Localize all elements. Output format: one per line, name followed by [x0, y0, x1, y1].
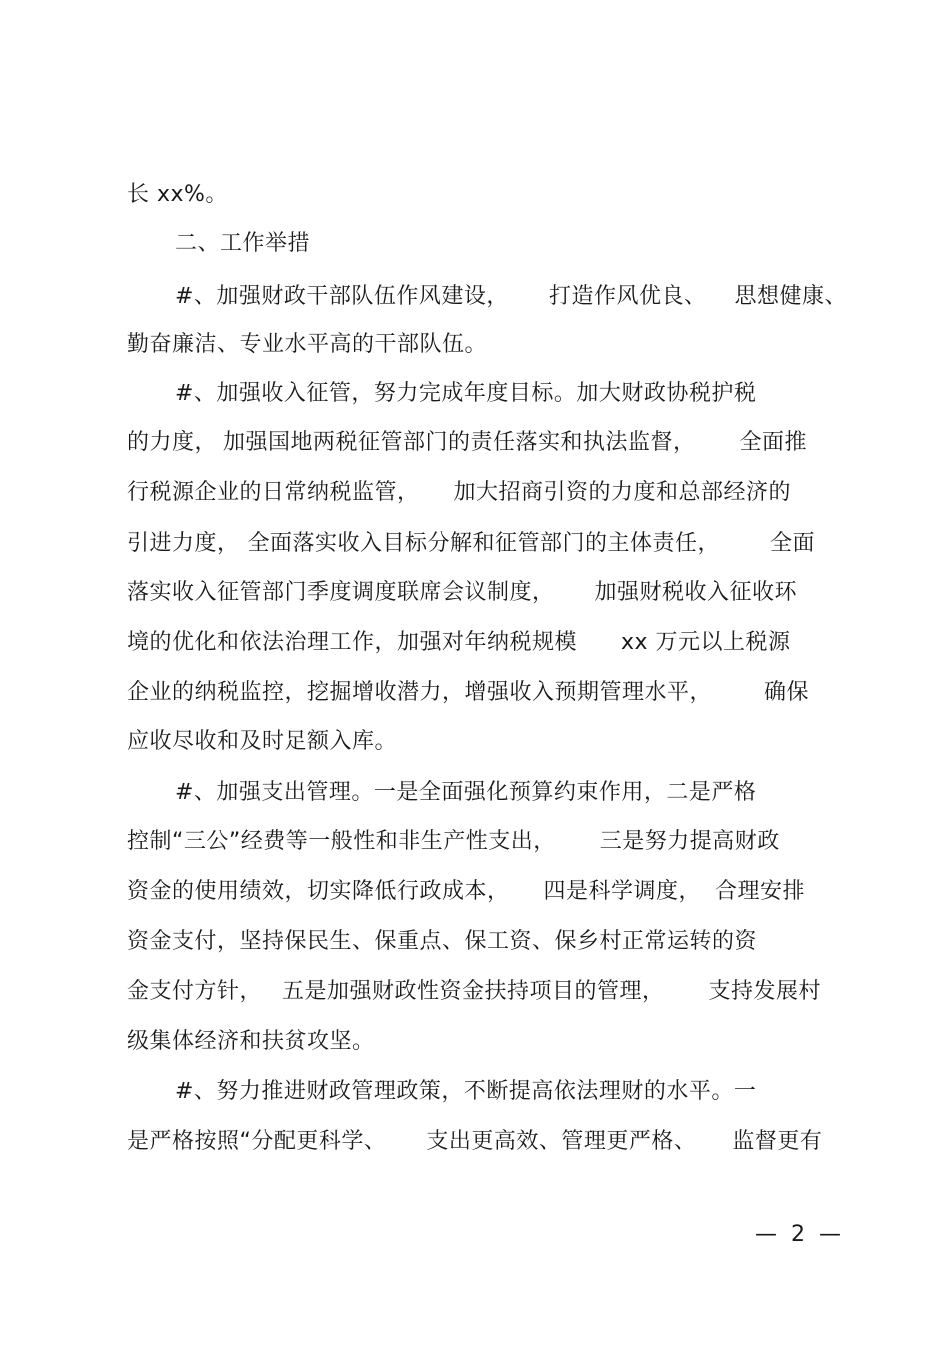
- section-heading: 二、工作举措: [175, 231, 311, 256]
- text-line: #、加强收入征管，努力完成年度目标。加大财政协税护税: [175, 381, 757, 406]
- text-line: #、加强财政干部队伍作风建设， 打造作风优良、 思想健康、: [175, 284, 847, 309]
- text-line: #、加强支出管理。一是全面强化预算约束作用，二是严格: [175, 780, 757, 805]
- text-line: 是严格按照“分配更科学、 支出更高效、管理更严格、 监督更有: [127, 1129, 823, 1154]
- text-line: 控制“三公”经费等一般性和非生产性支出， 三是努力提高财政: [127, 829, 780, 854]
- text-line: 落实收入征管部门季度调度联席会议制度， 加强财税收入征收环: [127, 580, 798, 605]
- text-line: 级集体经济和扶贫攻坚。: [127, 1029, 375, 1054]
- text-line: 金支付方针， 五是加强财政性资金扶持项目的管理， 支持发展村: [127, 979, 822, 1004]
- text-line: 资金的使用绩效，切实降低行政成本， 四是科学调度， 合理安排: [127, 879, 806, 904]
- text-line: #、努力推进财政管理政策，不断提高依法理财的水平。一: [175, 1079, 757, 1104]
- text-line: 资金支付，坚持保民生、保重点、保工资、保乡村正常运转的资: [127, 929, 758, 954]
- text-line: 长 xx%。: [127, 182, 228, 207]
- text-line: 境的优化和依法治理工作，加强对年纳税规模 xx 万元以上税源: [127, 630, 791, 655]
- text-line: 勤奋廉洁、专业水平高的干部队伍。: [127, 332, 488, 357]
- text-line: 企业的纳税监控，挖掘增收潜力，增强收入预期管理水平， 确保: [127, 680, 810, 705]
- text-line: 应收尽收和及时足额入库。: [127, 729, 398, 754]
- text-line: 行税源企业的日常纳税监管， 加大招商引资的力度和总部经济的: [127, 480, 792, 505]
- text-line: 引进力度， 全面落实收入目标分解和征管部门的主体责任， 全面: [127, 531, 816, 556]
- page-number: — 2 —: [755, 1222, 841, 1247]
- text-line: 的力度， 加强国地两税征管部门的责任落实和执法监督， 全面推: [127, 430, 808, 455]
